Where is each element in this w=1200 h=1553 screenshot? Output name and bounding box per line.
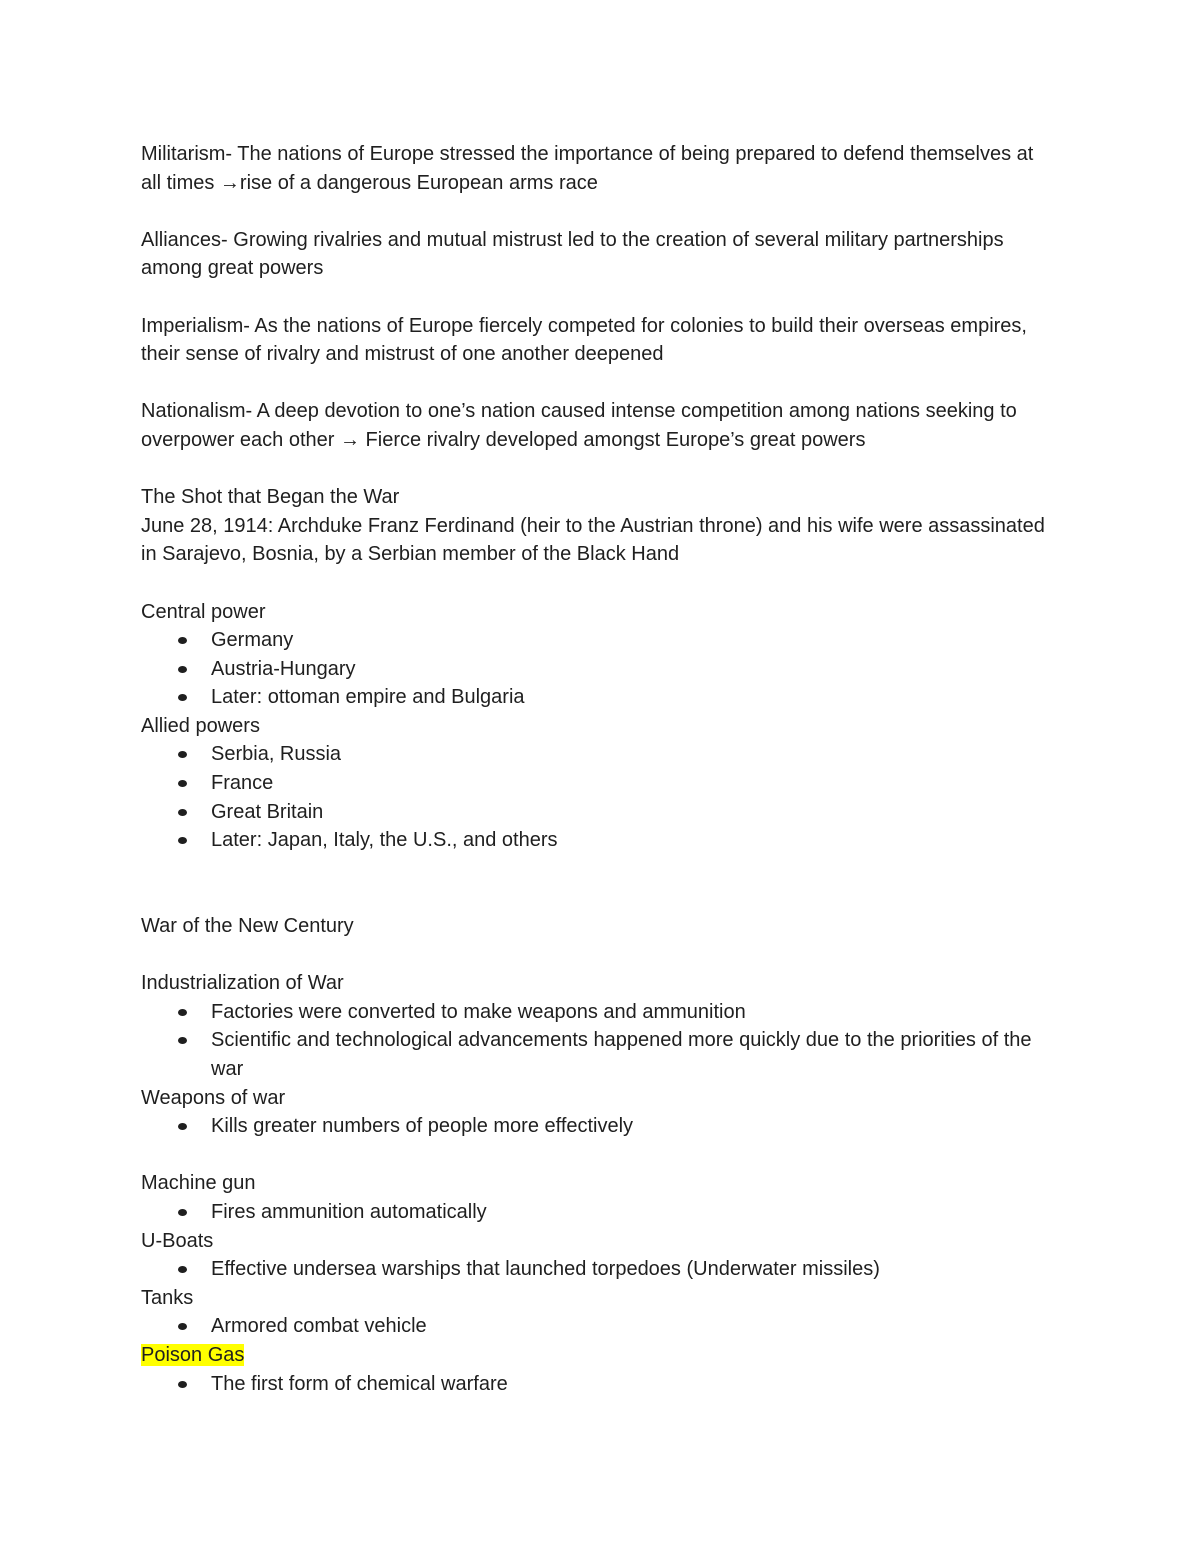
imperialism-paragraph: Imperialism- As the nations of Europe fiercely competed for colonies to build their overseas empires, their sense of rivalry and mistrust of one another deepened: [141, 314, 1027, 366]
tanks-heading: Tanks: [141, 1286, 194, 1309]
list-item: [141, 1112, 1046, 1141]
poison-gas-heading: Poison Gas: [141, 1343, 245, 1366]
list-item: [141, 626, 1046, 655]
industrialization-heading: Industrialization of War: [141, 972, 344, 995]
allied-powers-list: [141, 740, 1046, 854]
list-item: [141, 1026, 1046, 1083]
nationalism-paragraph: Nationalism- A deep devotion to one’s nation caused intense competition among nations seeking to overpower each other → Fierce rivalry developed amongst Europe’s great powers: [141, 400, 1017, 451]
list-item-text: Later: Japan, Italy, the U.S., and others: [211, 829, 558, 852]
central-power-heading: Central power: [141, 600, 266, 623]
list-item-text: Armored combat vehicle: [211, 1315, 427, 1338]
uboats-heading: U-Boats: [141, 1229, 214, 1252]
spacer: [141, 455, 1046, 484]
list-item: [141, 683, 1046, 712]
spacer: [141, 1141, 1046, 1170]
spacer: [141, 197, 1046, 226]
weapons-list: [141, 1112, 1046, 1141]
list-item-text: Austria-Hungary: [211, 657, 356, 680]
poison-gas-list: [141, 1370, 1046, 1399]
machine-gun-heading: Machine gun: [141, 1172, 256, 1195]
list-item-text: Later: ottoman empire and Bulgaria: [211, 686, 525, 709]
machine-gun-list: [141, 1198, 1046, 1227]
document-page: [141, 140, 1046, 1398]
bullet-icon: [178, 837, 187, 844]
list-item-text: Great Britain: [211, 800, 324, 823]
shot-paragraph: June 28, 1914: Archduke Franz Ferdinand (heir to the Austrian throne) and his wife were assassinated in Sarajevo, Bosnia, by a Serbian member of the Black Hand: [141, 514, 1045, 566]
alliances-paragraph: Alliances- Growing rivalries and mutual mistrust led to the creation of several military partnerships among great powers: [141, 228, 1004, 280]
list-item-text: Kills greater numbers of people more effectively: [211, 1115, 634, 1138]
list-item: [141, 655, 1046, 684]
bullet-icon: [178, 1009, 187, 1016]
list-item: [141, 1312, 1046, 1341]
list-item-text: Factories were converted to make weapons and ammunition: [211, 1000, 746, 1023]
list-item: [141, 998, 1046, 1027]
spacer: [141, 283, 1046, 312]
bullet-icon: [178, 1323, 187, 1330]
list-item: [141, 769, 1046, 798]
list-item: [141, 798, 1046, 827]
list-item: [141, 1370, 1046, 1399]
militarism-paragraph: Militarism- The nations of Europe stressed the importance of being prepared to defend themselves at all times →rise of a dangerous European arms race: [141, 143, 1034, 194]
spacer: [141, 369, 1046, 398]
bullet-icon: [178, 666, 187, 673]
list-item-text: Germany: [211, 629, 294, 652]
list-item-text: France: [211, 772, 274, 795]
list-item-text: Scientific and technological advancements happened more quickly due to the priorities of the war: [211, 1029, 1032, 1080]
shot-heading: The Shot that Began the War: [141, 486, 400, 509]
list-item: [141, 1198, 1046, 1227]
bullet-icon: [178, 694, 187, 701]
allied-powers-heading: Allied powers: [141, 714, 260, 737]
bullet-icon: [178, 1381, 187, 1388]
bullet-icon: [178, 1209, 187, 1216]
list-item-text: Serbia, Russia: [211, 743, 342, 766]
war-title: War of the New Century: [141, 915, 354, 938]
list-item: [141, 1255, 1046, 1284]
weapons-heading: Weapons of war: [141, 1086, 286, 1109]
list-item-text: Effective undersea warships that launched torpedoes (Underwater missiles): [211, 1258, 880, 1281]
bullet-icon: [178, 809, 187, 816]
bullet-icon: [178, 751, 187, 758]
central-power-list: [141, 626, 1046, 712]
uboats-list: [141, 1255, 1046, 1284]
bullet-icon: [178, 780, 187, 787]
industrialization-list: [141, 998, 1046, 1084]
spacer: [141, 941, 1046, 970]
list-item: [141, 826, 1046, 855]
poison-gas-heading-line: [141, 1341, 1046, 1370]
list-item-text: The first form of chemical warfare: [211, 1372, 508, 1395]
bullet-icon: [178, 1037, 187, 1044]
spacer: [141, 855, 1046, 912]
bullet-icon: [178, 1266, 187, 1273]
list-item: [141, 740, 1046, 769]
tanks-list: [141, 1312, 1046, 1341]
spacer: [141, 569, 1046, 598]
bullet-icon: [178, 637, 187, 644]
list-item-text: Fires ammunition automatically: [211, 1200, 487, 1223]
bullet-icon: [178, 1123, 187, 1130]
